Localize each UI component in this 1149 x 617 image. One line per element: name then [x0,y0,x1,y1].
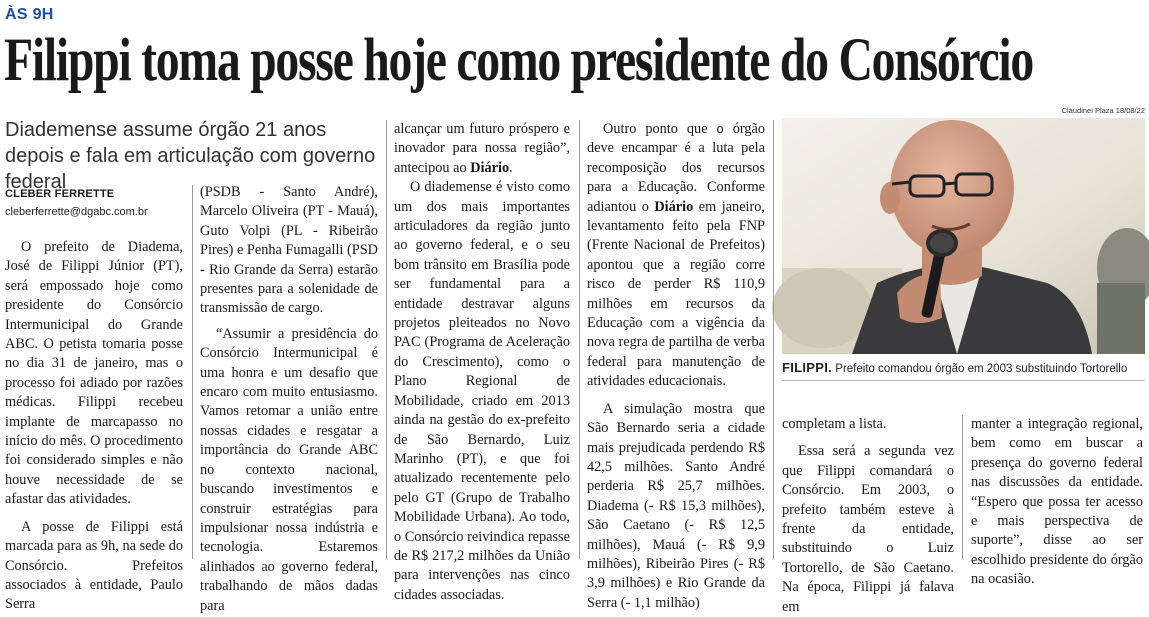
article-column-3 [394,120,570,603]
byline-author: CLEBER FERRETTE [5,188,115,200]
headline: Filippi toma posse hoje como presidente do Consórcio [4,27,1034,94]
article-column-6 [971,415,1143,588]
article-column-5 [782,415,954,615]
paragraph: A simulação mostra que São Bernardo seria a cidade mais prejudicada perdendo R$ 42,5 milhões. Santo André perderia R$ 25,7 milhões. Diadema (- R$ 15,3 milhões), São Caetano (- R$ 12,5 milhões), Mauá (- R$ 9,9 milhões), Ribeirão Pires (- R$ 3,9 milhões) e Rio Grande da Serra (- 1,1 milhão) [587,400,765,611]
news-photo [782,118,1145,354]
caption-lead: FILIPPI. [782,360,833,375]
deck-subtitle: Diademense assume órgão 21 anos depois e fala em articulação com governo federal [5,119,376,193]
column-divider [579,120,580,559]
newspaper-name: Diário [654,198,694,215]
column-divider [773,120,774,559]
column-divider [192,185,193,559]
column-divider [962,415,963,559]
column-divider [386,120,387,559]
paragraph: Outro ponto que o órgão deve encampar é a luta pela recomposição dos recursos para a Educação. Conforme adiantou o Diário em janeiro, levantamento feito pela FNP (Frente Nacional de Prefeitos) apontou que a região corre risco de perder R$ 110,9 milhões em recursos da Educação com a vigência da nova regra de partilha de verba federal para manutenção de atividades educacionais. [587,121,765,390]
paragraph: alcançar um futuro próspero e inovador para nossa região”, antecipou ao Diário. [394,121,570,176]
paragraph: (PSDB - Santo André), Marcelo Oliveira (PT - Mauá), Guto Volpi (PL - Ribeirão Pires) e Penha Fumagalli (PSD - Rio Grande da Serra) estarão presentes para a solenidade de transmissão de cargo. [200,184,378,317]
paragraph: manter a integração regional, bem como em buscar a presença do governo federal nas discussões da entidade. “Espero que possa ter acesso e mais perspectiva de suporte”, disse ao ser escolhido presidente do órgão na ocasião. [971,416,1143,588]
paragraph: O diademense é visto como um dos mais importantes articuladores da região junto ao governo federal, e o seu bom trânsito em Brasília pode ser fundamental para a entidade destravar alguns projetos pleiteados no Novo PAC (Programa de Aceleração do Crescimento), como o Plano Regional de Mobilidade, criado em 2013 ainda na gestão do ex-prefeito de São Bernardo, Luiz Marinho (PT), e que foi atualizado recentemente pelo pelo GT (Grupo de Trabalho Mobilidade Urbana). Ao todo, o Consórcio reivindica repasse de R$ 217,2 milhões da União para intervenções nas cinco cidades associadas. [394,179,570,603]
article-column-1 [5,238,183,613]
photo-credit: Claudinei Plaza 18/08/22 [1061,106,1145,115]
newspaper-name: Diário [470,159,510,176]
paragraph: “Assumir a presidência do Consórcio Intermunicipal é uma honra e um desafio que encaro com muito entusiasmo. Vamos retomar a união entre nossas cidades e resgatar a importância do Grande ABC no contexto nacional, buscando investimentos e construir estratégias para impulsionar nossa indústria e tecnologia. Estaremos alinhados ao governo federal, trabalhando de mãos dadas para [200,325,378,614]
caption-rule [782,380,1145,381]
paragraph: completam a lista. [782,416,887,432]
byline-email[interactable]: cleberferrette@dgabc.com.br [5,206,148,218]
paragraph: O prefeito de Diadema, José de Filippi Júnior (PT), será empossado hoje como presidente do Consórcio Intermunicipal do Grande ABC. O petista tomaria posse no dia 31 de janeiro, mas o processo foi adiado por razões médicas. Filippi recebeu implante de marcapasso no início do mês. O procedimento foi considerado simples e não houve necessidade de se afastar das atividades. [5,239,183,508]
article-column-2 [200,183,378,614]
section-kicker: ÀS 9H [5,6,54,23]
paragraph: A posse de Filippi está marcada para as 9h, na sede do Consórcio. Prefeitos associados à entidade, Paulo Serra [5,518,183,613]
paragraph: Essa será a segunda vez que Filippi comandará o Consórcio. Em 2003, o prefeito também esteve à frente da entidade, substituindo o Luiz Tortorello, de São Caetano. Na época, Filippi já falava em [782,443,954,615]
photo-caption: FILIPPI. Prefeito comandou órgão em 2003 substituindo Tortorello [782,360,1128,375]
portrait-illustration [782,118,1145,354]
article-column-4 [587,120,765,611]
